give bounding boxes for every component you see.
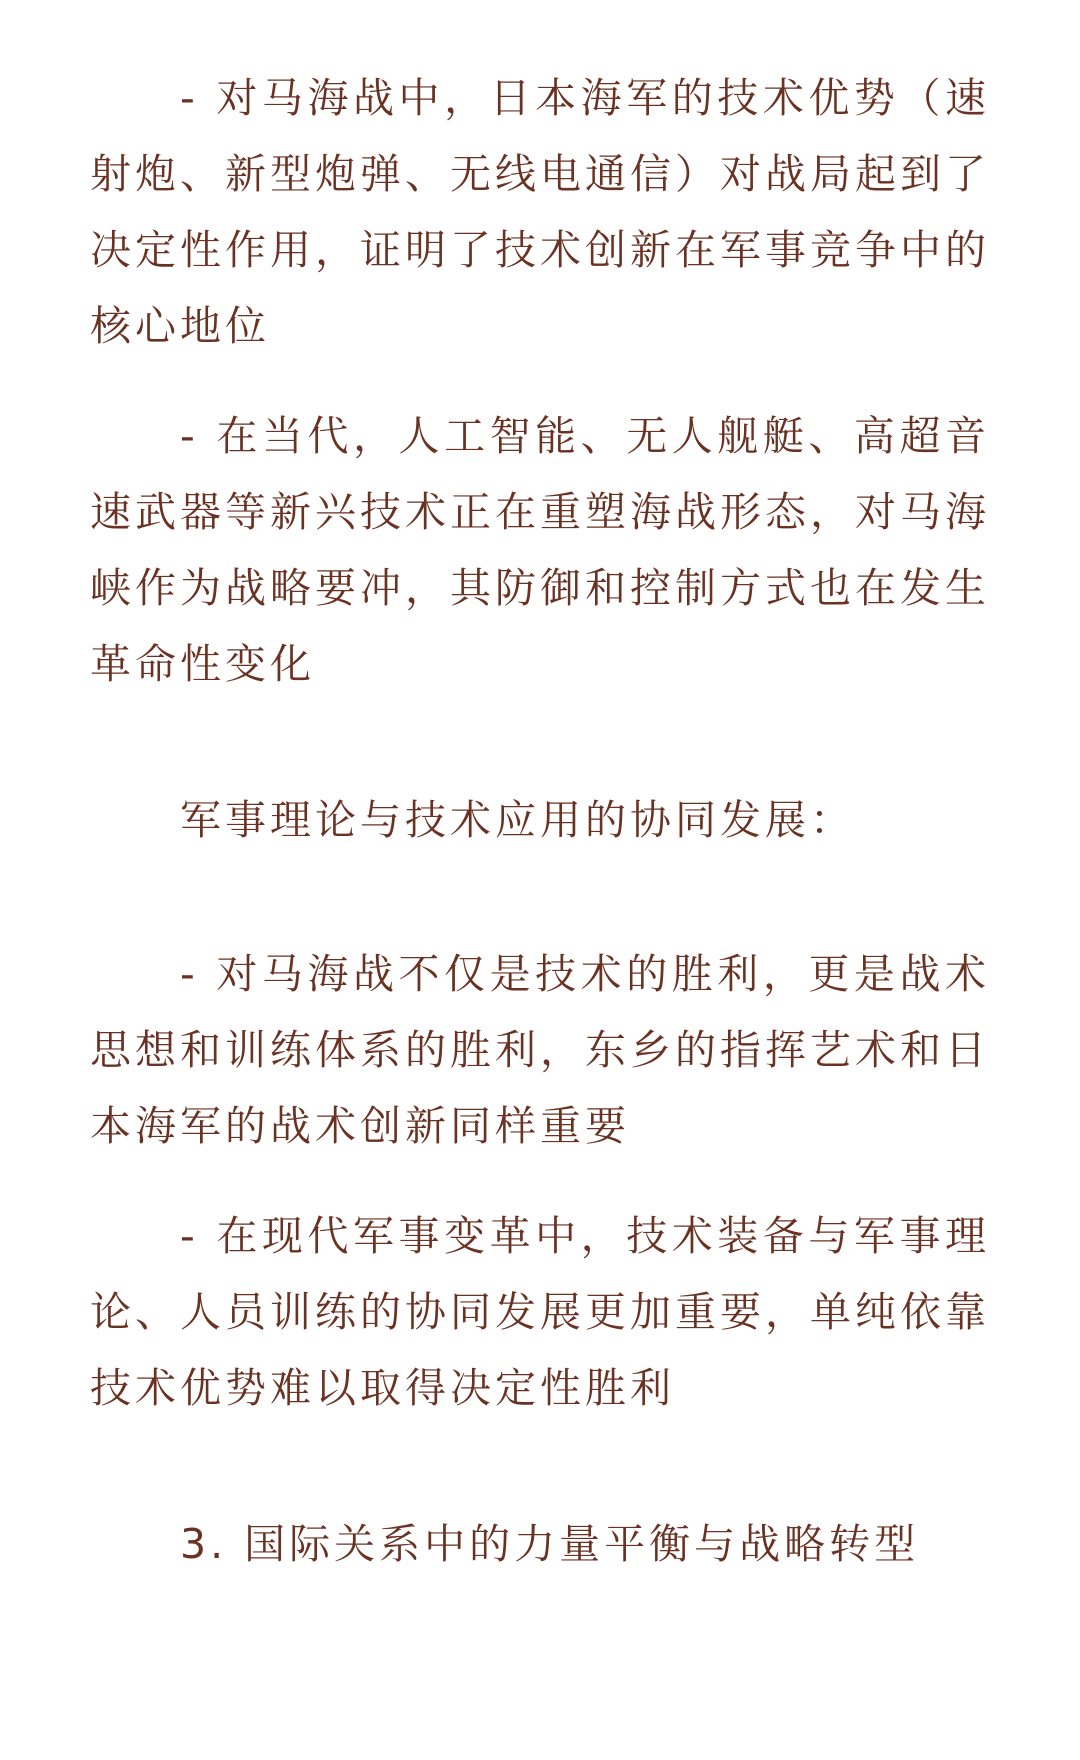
subheading-theory-tech: 军事理论与技术应用的协同发展： <box>180 796 855 844</box>
section-heading-3: 3. 国际关系中的力量平衡与战略转型 <box>180 1520 920 1568</box>
bullet-paragraph-modern-reform: - 在现代军事变革中，技术装备与军事理论、人员训练的协同发展更加重要，单纯依靠技术优势难以取得决定性胜利 <box>90 1212 990 1412</box>
article-body <box>90 60 990 1582</box>
bullet-paragraph-tactics: - 对马海战不仅是技术的胜利，更是战术思想和训练体系的胜利，东乡的指挥艺术和日本海军的战术创新同样重要 <box>90 950 990 1150</box>
bullet-paragraph-modern-tech: - 在当代，人工智能、无人舰艇、高超音速武器等新兴技术正在重塑海战形态，对马海峡作为战略要冲，其防御和控制方式也在发生革命性变化 <box>90 412 990 688</box>
bullet-paragraph-tech-advantage: - 对马海战中，日本海军的技术优势（速射炮、新型炮弹、无线电通信）对战局起到了决定性作用，证明了技术创新在军事竞争中的核心地位 <box>90 74 990 350</box>
